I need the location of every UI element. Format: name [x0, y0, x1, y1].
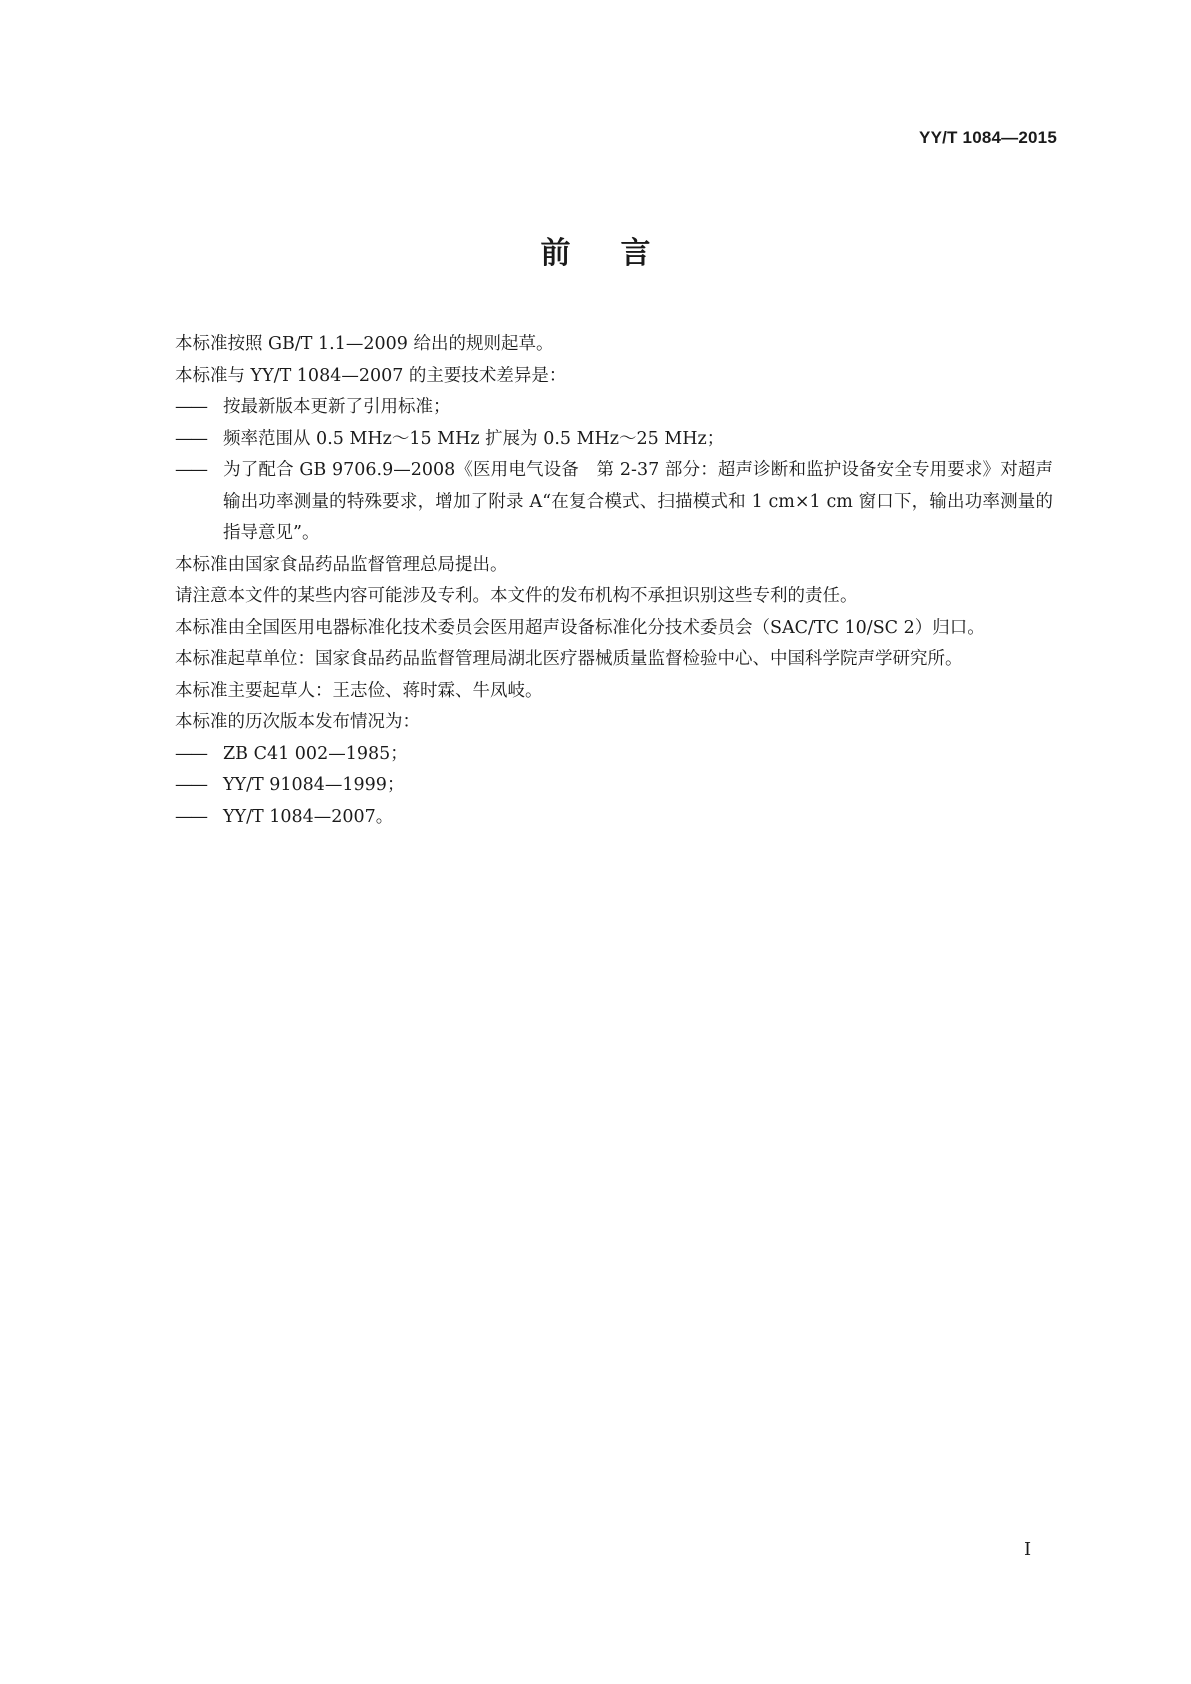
dash-item-text: YY/T 1084—2007。	[223, 806, 394, 827]
dash-mark: ——	[175, 743, 206, 764]
dash-item-text: 按最新版本更新了引用标准；	[223, 397, 451, 417]
paragraph: 本标准起草单位：国家食品药品监督管理局湖北医疗器械质量监督检验中心、中国科学院声学研究所。	[175, 649, 963, 669]
paragraph: 本标准由国家食品药品监督管理总局提出。	[175, 554, 508, 575]
page-title: 前言	[540, 236, 701, 271]
dash-item	[133, 455, 1053, 550]
paragraph: 本标准的历次版本发布情况为：	[175, 712, 420, 732]
document-code: YY/T 1084—2015	[919, 128, 1057, 147]
dash-item-text: YY/T 91084—1999；	[223, 775, 405, 795]
dash-item	[133, 770, 1053, 802]
paragraph: 本标准主要起草人：王志俭、蒋时霖、牛凤岐。	[175, 680, 543, 701]
dash-item	[133, 802, 1053, 834]
dash-mark: ——	[175, 397, 206, 417]
dash-mark: ——	[175, 428, 206, 449]
dash-mark: ——	[175, 460, 206, 480]
dash-item	[133, 392, 1053, 424]
paragraph: 本标准由全国医用电器标准化技术委员会医用超声设备标准化分技术委员会（SAC/TC 10/SC 2）归口。	[175, 617, 985, 638]
paragraph: 请注意本文件的某些内容可能涉及专利。本文件的发布机构不承担识别这些专利的责任。	[175, 586, 858, 606]
paragraph: 本标准按照 GB/T 1.1—2009 给出的规则起草。	[175, 334, 554, 354]
document-body	[133, 329, 1053, 833]
dash-item-text: ZB C41 002—1985；	[223, 743, 408, 764]
page-number: I	[1024, 1539, 1032, 1560]
dash-mark: ——	[175, 806, 206, 827]
dash-item	[133, 424, 1053, 456]
paragraph: 本标准与 YY/T 1084—2007 的主要技术差异是：	[175, 365, 567, 386]
dash-item-text: 为了配合 GB 9706.9—2008《医用电气设备 第 2-37 部分：超声诊断和监护设备安全专用要求》对超声输出功率测量的特殊要求，增加了附录 A“在复合模式、扫描模式和 1 cm×1 cm 窗口下，输出功率测量的指导意见”。	[223, 460, 1053, 543]
dash-item-text: 频率范围从 0.5 MHz～15 MHz 扩展为 0.5 MHz～25 MHz；	[223, 428, 725, 449]
dash-item	[133, 739, 1053, 771]
dash-mark: ——	[175, 775, 206, 795]
